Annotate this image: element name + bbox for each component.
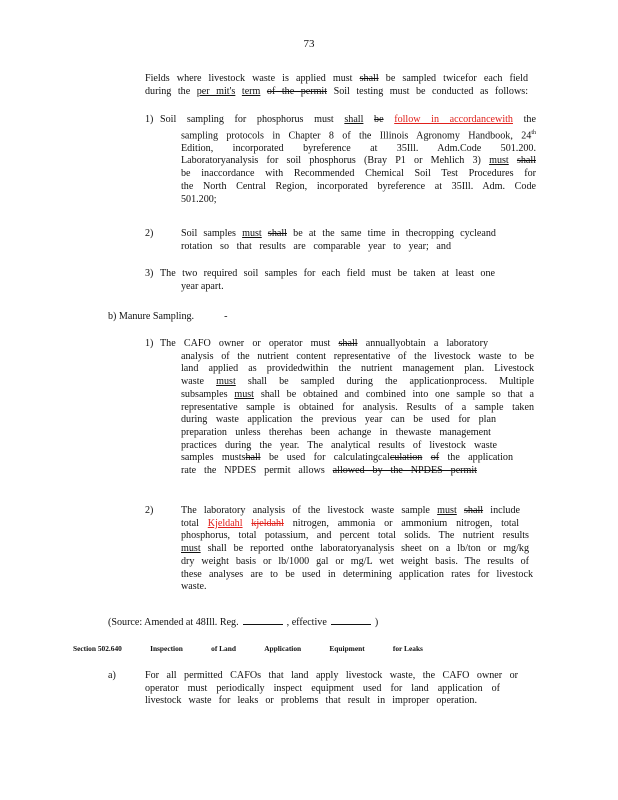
soil-item-1-body [181,127,536,207]
inserted-red-text: Kjeldahl [207,517,243,529]
para-a-label: a) [108,670,116,681]
text: include [490,505,520,516]
text: nitrogen, ammonia or ammonium nitrogen, total [292,517,519,529]
deleted-text: be [374,114,384,125]
text: be at the same time in thecropping cycleand [293,228,496,239]
text: The two required soil samples for each field must be taken at least one [160,268,495,279]
inserted-text: must [242,228,262,239]
soil-item-3-first-line [160,268,495,281]
manure-item-2-body [181,505,533,594]
deleted-text: shall [267,228,287,239]
deleted-text: shall [338,338,358,349]
text: rate the NPDES permit allows [181,465,325,477]
intro-paragraph [145,73,528,98]
text: Fields where livestock waste is applied must [145,73,353,84]
text: be sampled twicefor each field [385,73,528,84]
soil-item-1-label: 1) [145,114,154,125]
text: b) Manure Sampling. [108,311,195,322]
manure-item-2-label: 2) [145,505,154,516]
deleted-red-text: kjeldahl [251,517,284,529]
text: The laboratory analysis of the livestock waste sample [181,505,430,516]
blank-line [243,615,283,625]
section-title-word: Inspection [150,644,183,653]
soil-item-3-label: 3) [145,268,154,279]
soil-item-3-body [181,281,224,294]
superscript: th [531,129,536,136]
text: livestock waste for leaks or problems that result in improper operation. [145,695,477,707]
text: the [523,114,536,125]
text: be used for calculatingcal [268,452,390,464]
text: rotation so that results are comparable year to year; and [181,240,451,252]
soil-item-2-body [181,228,496,253]
intro-line [145,73,528,86]
deleted-text: culation [389,452,423,464]
section-title-word: of Land [211,644,236,653]
text: shall be sampled during the applicationprocess. Multiple [247,376,534,388]
inserted-text: must [216,376,236,388]
text: waste [181,376,204,388]
text: annuallyobtain a laboratory [365,338,488,349]
inserted-text: must [181,543,201,555]
text: shall be obtained and combined into one sample so that a [260,388,534,400]
text: land applied as providedwithin the nutrient management plan. Livestock [181,363,534,375]
text: subsamples [181,388,228,400]
text: these analyses are to be used in determining application rates for livestock [181,568,533,580]
deleted-text: shall [464,505,484,516]
text: For all permitted CAFOs that land apply livestock waste, the CAFO owner or [145,670,518,681]
soil-item-1-first-line [160,114,536,127]
source-note [108,615,378,628]
inserted-red-text: follow in accordancewith [394,114,513,125]
manure-item-1-label: 1) [145,338,154,349]
para-a-body [145,670,518,708]
manure-item-1-body [181,351,534,478]
text: practices during the year. The analytical results of livestock waste [181,439,497,451]
text: operator must periodically inspect equipment used for land application of [145,682,500,694]
text: Soil samples [181,228,236,239]
inserted-text: must [489,155,509,167]
text: dry weight basis or lb/1000 gal or mg/L wet weight basis. The results of [181,555,529,567]
inserted-text: term [241,85,261,97]
text: preparation unless therehas been achange in thewaste management [181,426,491,438]
text: be inaccordance with Recommended Chemical Soil Test Procedures for [181,168,536,180]
blank-line [331,615,371,625]
inserted-text: must [234,388,254,400]
deleted-text: shall [359,73,379,84]
text: Soil sampling for phosphorus must [160,114,334,125]
text: (Source: Amended at 48Ill. Reg. [108,617,239,628]
inserted-text: per mit's [196,85,236,97]
text: representative sample is obtained for analysis. Results of a sample taken [181,401,534,413]
text: year apart. [181,280,224,292]
deleted-text: of the permit [266,85,328,97]
text: Soil testing must be conducted as follows: [333,85,528,97]
deleted-text: hall [245,452,261,464]
text: - [224,311,228,322]
page-number: 73 [303,38,315,50]
text: samples musts [181,452,246,464]
text: sampling protocols in Chapter 8 of the Illinois Agronomy Handbook, 24 [181,130,532,142]
text: phosphorus, total potassium, and percent total solids. The nutrient results [181,530,529,542]
text: during waste application the previous year can be used for plan [181,414,496,426]
text: waste. [181,581,207,593]
section-title-word: Equipment [329,644,365,653]
text: shall be reported onthe laboratoryanalysis sheet on a lb/ton or mg/kg [207,543,529,555]
deleted-text: of [430,452,440,464]
text: total [181,517,199,529]
section-title-word: for Leaks [392,644,423,653]
deleted-text: shall [516,155,536,167]
text: 501.200; [181,193,217,205]
text: Edition, incorporated byreference at 35Ill. Adm.Code 501.200. [181,142,536,154]
section-title-word: Application [264,644,302,653]
text: analysis of the nutrient content representative of the livestock waste to be [181,350,534,362]
text: the application [447,452,513,464]
text: Laboratoryanalysis for soil phosphorus (Bray P1 or Mehlich 3) [181,155,481,167]
text: the North Central Region, incorporated byreference at 35Ill. Adm. Code [181,180,536,192]
section-heading [73,644,423,653]
intro-line [145,86,528,99]
manure-item-1-first-line [160,338,488,351]
text: ) [374,617,379,628]
inserted-text: must [437,505,457,516]
text: during the [145,85,191,97]
deleted-text: allowed by the NPDES permit [332,465,477,477]
soil-item-2-label: 2) [145,228,154,239]
section-number: Section 502.640 [73,644,122,653]
text: The CAFO owner or operator must [160,338,331,349]
text: , effective [286,617,327,628]
manure-heading [108,311,227,324]
inserted-text: shall [344,114,364,125]
